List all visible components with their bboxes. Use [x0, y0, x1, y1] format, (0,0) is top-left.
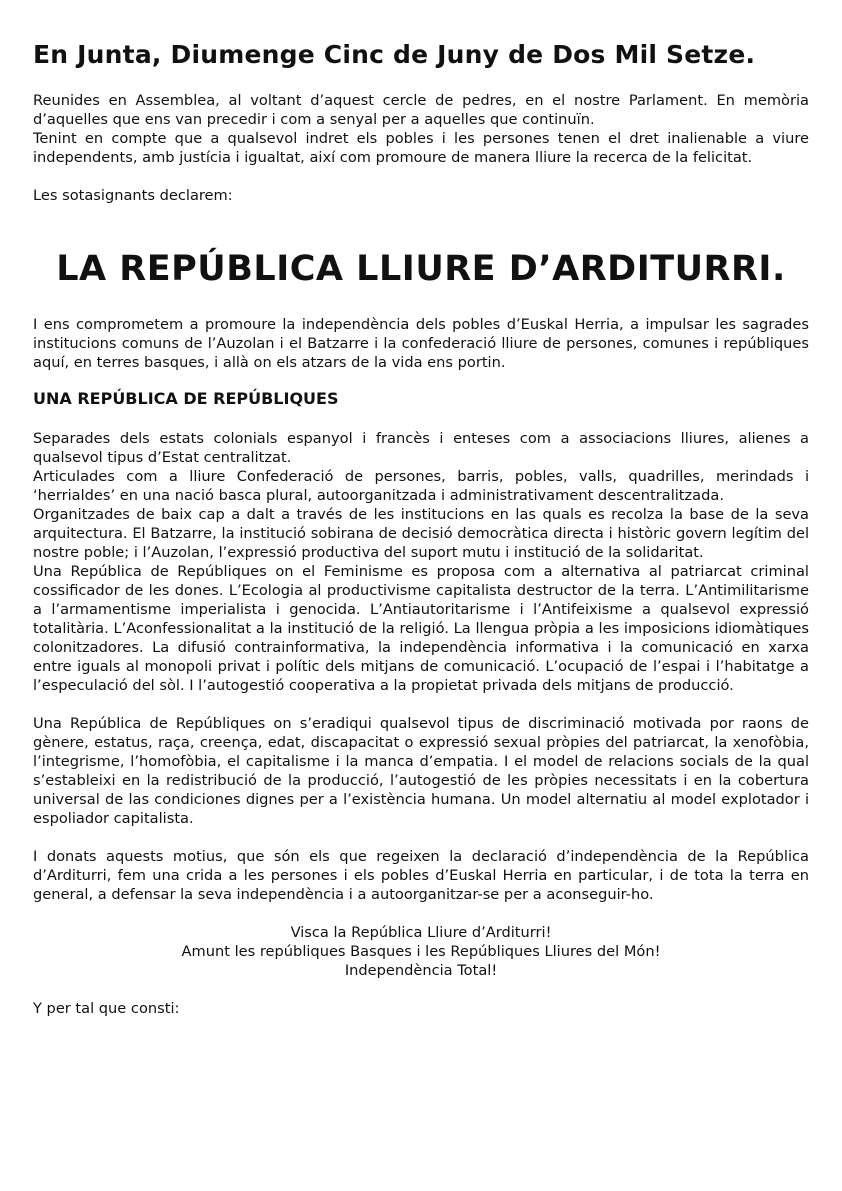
- section-paragraph-3: Organitzades de baix cap a dalt a través de les institucions en las quals es recolza la base de la seva arquitectura. El Batzarre, la institució sobirana de decisió democràtica directa i històric govern legítim del nostre poble; i l’Auzolan, l’expressió productiva del suport mutu i institució de la solidaritat.: [33, 506, 809, 561]
- intro-paragraph-1: Reunides en Assemblea, al voltant d’aquest cercle de pedres, en el nostre Parlament. En memòria d’aquelles que ens van precedir i com a senyal per a aquelles que continuïn.: [33, 92, 809, 128]
- section-paragraph-2: Articulades com a lliure Confederació de persones, barris, pobles, valls, quadrilles, merindads i ‘herrialdes’ en una nació basca plural, autoorganitzada i administrativament descentralitzada.: [33, 468, 809, 504]
- document-page: [33, 40, 809, 1018]
- section-paragraph-1: Separades dels estats colonials espanyol i francès i enteses com a associacions lliures, alienes a qualsevol tipus d’Estat centralitzat.: [33, 430, 809, 466]
- declare-line: Les sotasignants declarem:: [33, 187, 233, 204]
- slogan-3: Independència Total!: [344, 962, 498, 979]
- slogan-1: Visca la República Lliure d’Arditurri!: [290, 924, 552, 941]
- document-title: En Junta, Diumenge Cinc de Juny de Dos Mil Setze.: [33, 40, 756, 69]
- closing-line: Y per tal que consti:: [33, 1000, 180, 1017]
- slogan-2: Amunt les repúbliques Basques i les Repúbliques Lliures del Món!: [181, 943, 661, 960]
- section-heading: UNA REPÚBLICA DE REPÚBLIQUES: [33, 389, 339, 408]
- discrimination-paragraph: Una República de Repúbliques on s’eradiqui qualsevol tipus de discriminació motivada por raons de gènere, estatus, raça, creença, edat, discapacitat o expressió sexual pròpies del patriarcat, la xenofòbia, l’integrisme, l’homofòbia, el capitalisme i la manca d’empatia. I el model de relacions socials de la qual s’estableixi en la redistribució de la producció, l’autogestió de les pròpies necessitats i en la cobertura universal de las condiciones dignes per a l’existència humana. Un model alternatiu al model explotador i espoliador capitalista.: [33, 715, 809, 827]
- republic-title: LA REPÚBLICA LLIURE D’ARDITURRI.: [56, 249, 786, 289]
- section-paragraph-4: Una República de Repúbliques on el Feminisme es proposa com a alternativa al patriarcat criminal cossificador de les dones. L’Ecologia al productivisme capitalista destructor de la terra. L’Antimilitarisme a l’armamentisme imperialista i genocida. L’Antiautoritarisme i l’Antifeixisme a qualsevol expressió totalitària. L’Aconfessionalitat a la institució de la religió. La llengua pròpia a les imposicions idiomàtiques colonitzadores. La difusió contrainformativa, la independència informativa i la comunicació en xarxa entre iguals al monopoli privat i polític dels mitjans de comunicació. L’ocupació de l’espai i l’habitatge a l’especulació del sòl. I l’autogestió cooperativa a la propietat privada dels mitjans de producció.: [33, 563, 809, 694]
- intro-paragraph-2: Tenint en compte que a qualsevol indret els pobles i les persones tenen el dret inalienable a viure independents, amb justícia i igualtat, així com promoure de manera lliure la recerca de la felicitat.: [33, 130, 809, 166]
- commitment-paragraph: I ens comprometem a promoure la independència dels pobles d’Euskal Herria, a impulsar les sagrades institucions comuns de l’Auzolan i el Batzarre i la confederació lliure de persones, comunes i repúbliques aquí, en terres basques, i allà on els atzars de la vida ens portin.: [33, 316, 809, 371]
- conclusion-paragraph: I donats aquests motius, que són els que regeixen la declaració d’independència de la República d’Arditurri, fem una crida a les persones i els pobles d’Euskal Herria en particular, i de tota la terra en general, a defensar la seva independència i a autoorganitzar-se per a aconseguir-ho.: [33, 848, 809, 903]
